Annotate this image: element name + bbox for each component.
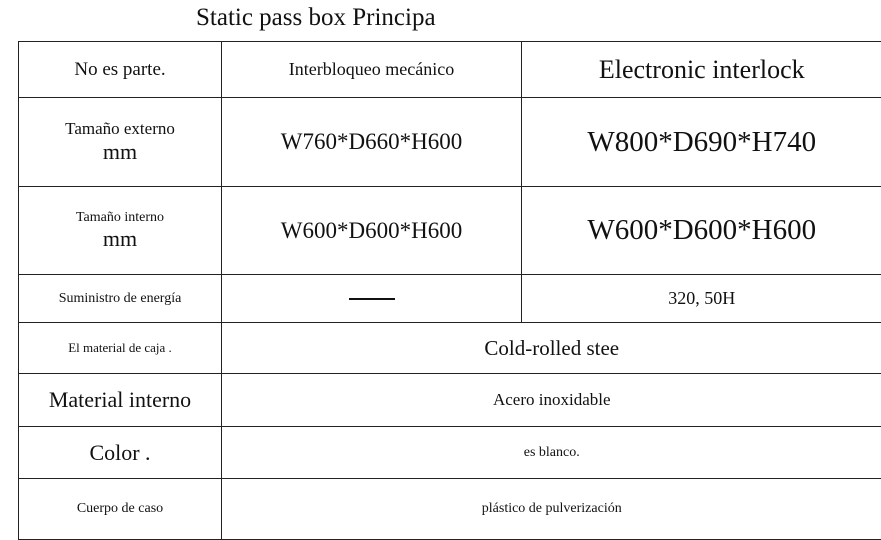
internal-size-unit: mm [23,226,217,252]
power-supply-mechanical [222,275,522,323]
table-row-power-supply [19,275,881,323]
page-title: Static pass box Principa [196,2,436,34]
case-body-value: plástico de pulverización [222,479,881,540]
internal-size-mechanical: W600*D600*H600 [222,187,522,275]
case-material-label: El material de caja . [19,323,222,374]
row-label-external-size [19,98,222,187]
color-value: es blanco. [222,427,881,479]
header-electronic-interlock: Electronic interlock [522,42,881,98]
header-part-number: No es parte. [19,42,222,98]
external-size-label: Tamaño externo [23,119,217,139]
external-size-mechanical: W760*D660*H600 [222,98,522,187]
table-row-inner-material [19,374,881,427]
inner-material-value: Acero inoxidable [222,374,881,427]
power-supply-electronic: 320, 50H [522,275,881,323]
external-size-electronic: W800*D690*H740 [522,98,881,187]
power-supply-label: Suministro de energía [19,275,222,323]
external-size-unit: mm [23,139,217,165]
table-header-row [19,42,881,98]
inner-material-label: Material interno [19,374,222,427]
table-row-case-body [19,479,881,540]
dash-mark [349,298,395,300]
case-material-value: Cold-rolled stee [222,323,881,374]
row-label-internal-size [19,187,222,275]
table-row-case-material [19,323,881,374]
table-row-external-size [19,98,881,187]
table-row-internal-size [19,187,881,275]
internal-size-electronic: W600*D600*H600 [522,187,881,275]
header-mechanical-interlock: Interbloqueo mecánico [222,42,522,98]
case-body-label: Cuerpo de caso [19,479,222,540]
table-row-color [19,427,881,479]
internal-size-label: Tamaño interno [23,210,217,226]
color-label: Color . [19,427,222,479]
spec-table [18,41,881,540]
